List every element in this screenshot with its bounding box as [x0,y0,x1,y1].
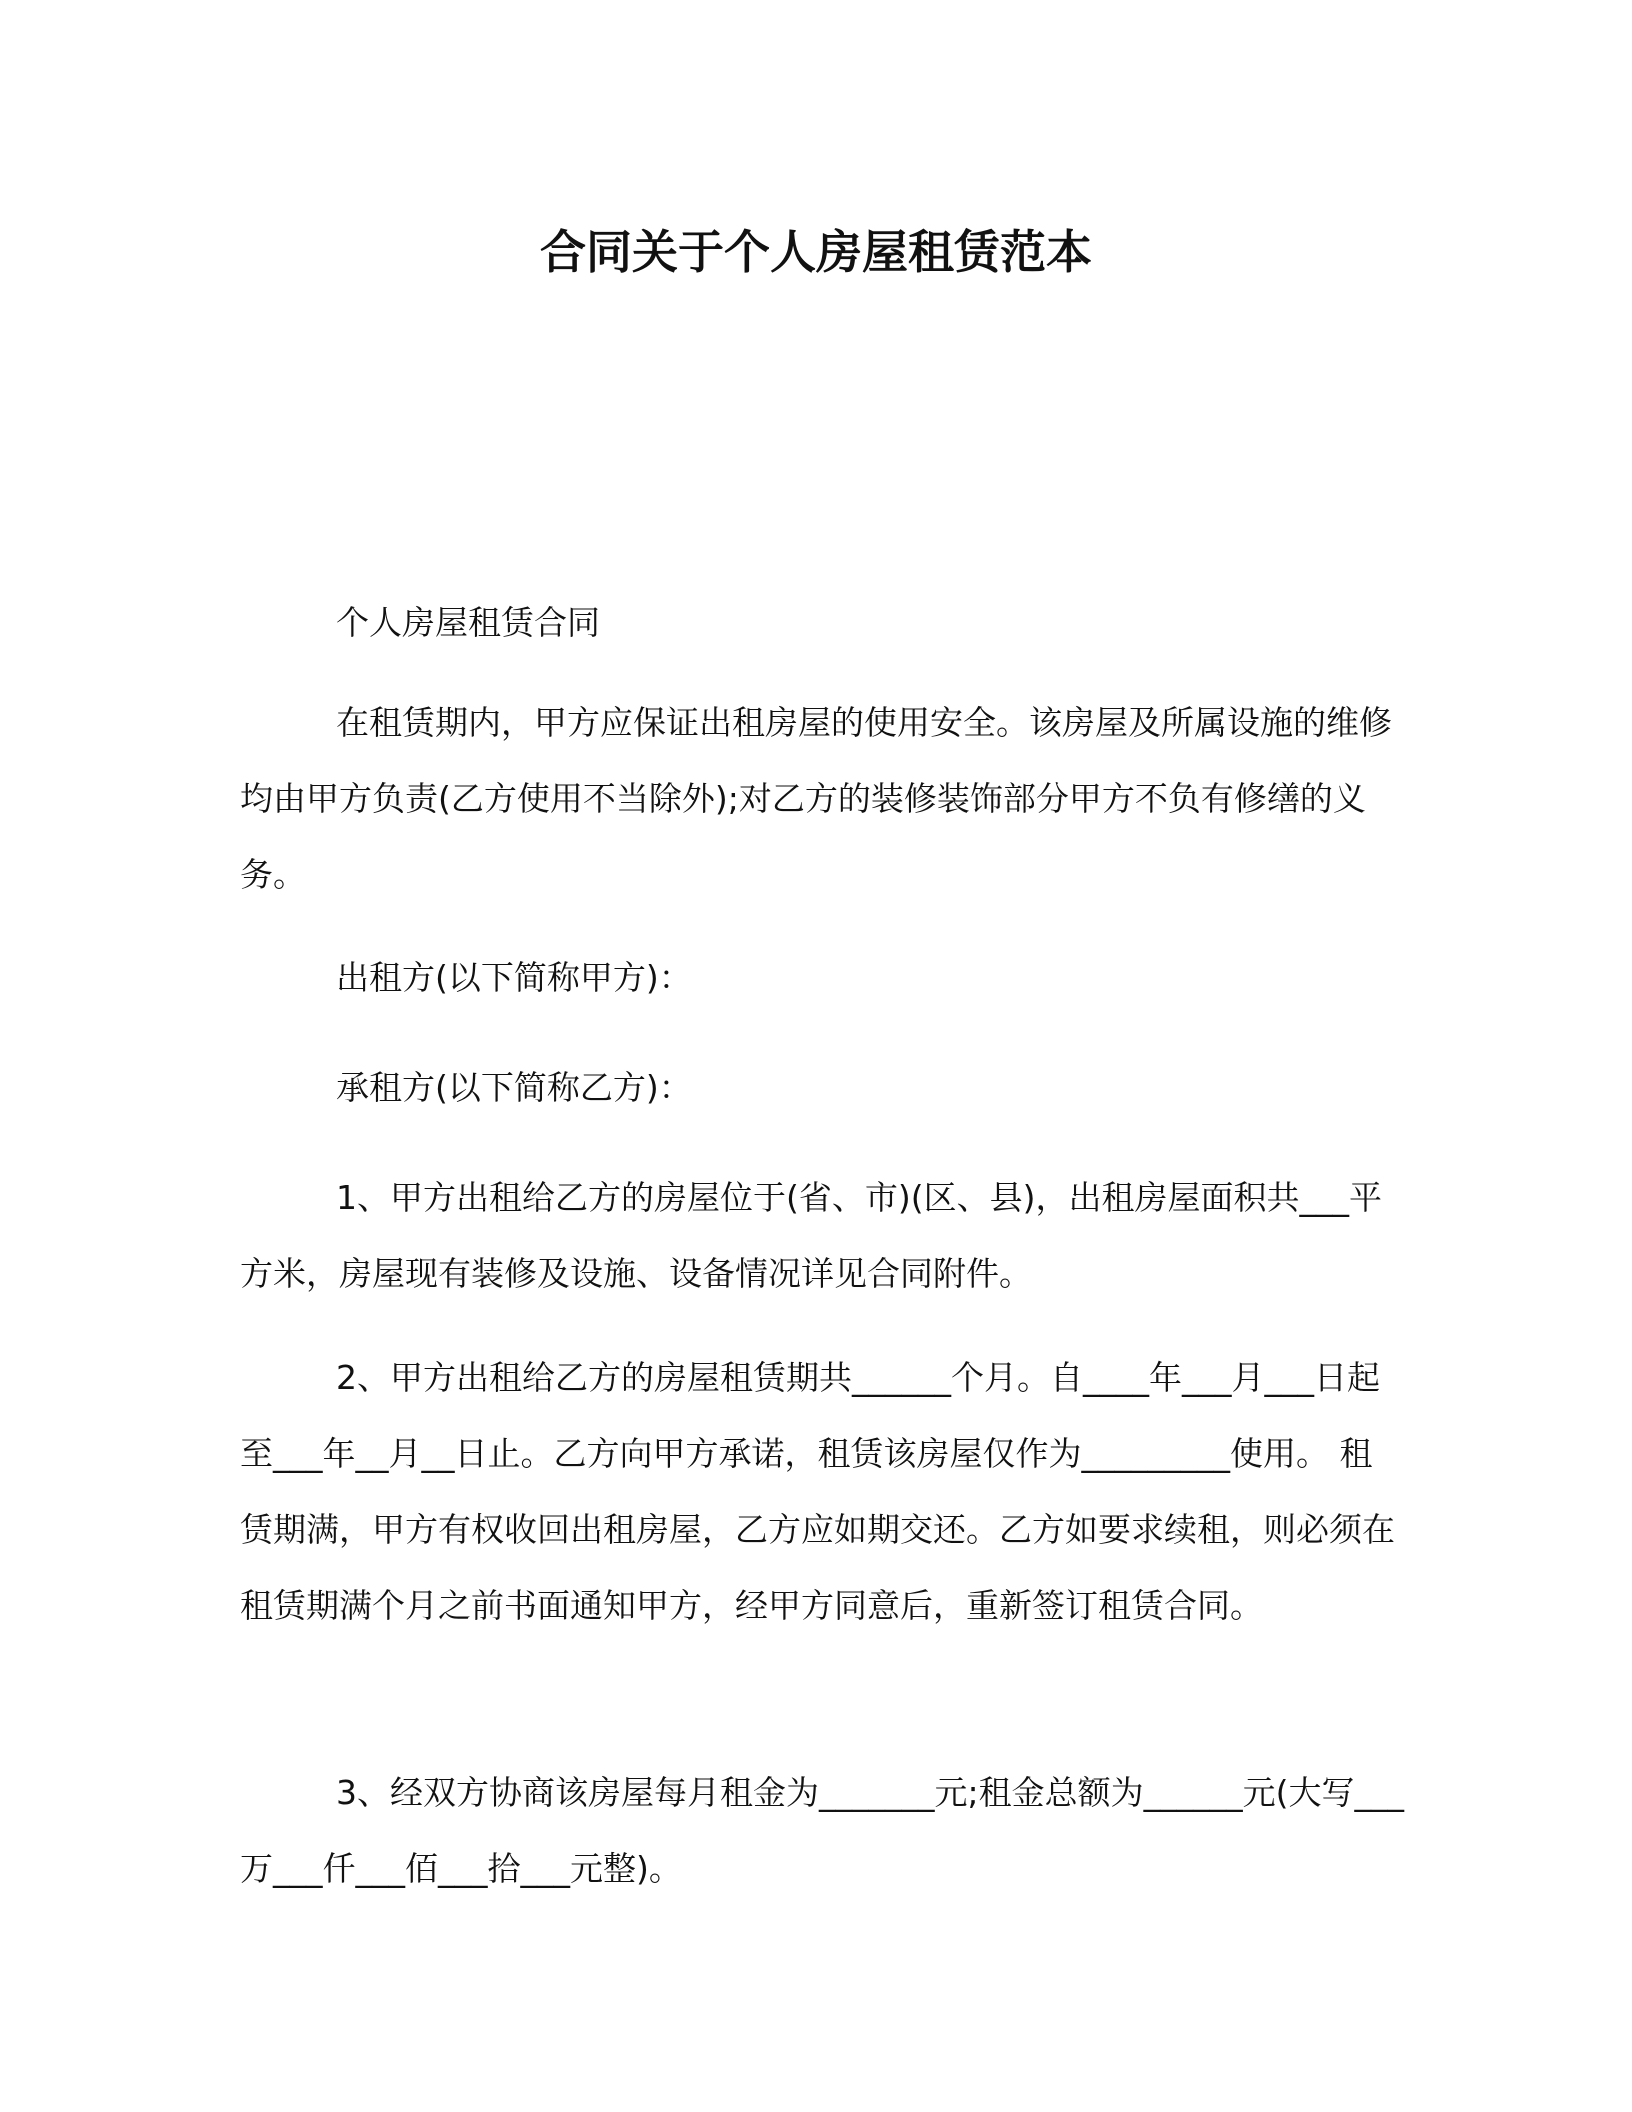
document-title: 合同关于个人房屋租赁范本 [540,225,1092,279]
clause-3-paragraph: 3、经双方协商该房屋每月租金为_______元;租金总额为______元(大写___万___仟___佰___拾___元整)。 [240,1773,1404,1888]
lessee-line: 承租方(以下简称乙方)： [336,1068,692,1107]
clause-1-paragraph: 1、甲方出租给乙方的房屋位于(省、市)(区、县)，出租房屋面积共___平方米，房屋现有装修及设施、设备情况详见合同附件。 [240,1178,1382,1293]
safety-clause-paragraph: 在租赁期内，甲方应保证出租房屋的使用安全。该房屋及所属设施的维修均由甲方负责(乙方使用不当除外);对乙方的装修装饰部分甲方不负有修缮的义务。 [240,703,1392,894]
lessor-line: 出租方(以下简称甲方)： [336,958,692,997]
contract-heading: 个人房屋租赁合同 [336,603,600,642]
clause-2-paragraph: 2、甲方出租给乙方的房屋租赁期共______个月。自____年___月___日起至___年__月__日止。乙方向甲方承诺，租赁该房屋仅作为_________使用。 租赁期满，甲方有权收回出租房屋，乙方应如期交还。乙方如要求续租，则必须在租赁期满个月之前书面通知甲方，经甲方同意后，重新签订租赁合同。 [240,1358,1395,1625]
